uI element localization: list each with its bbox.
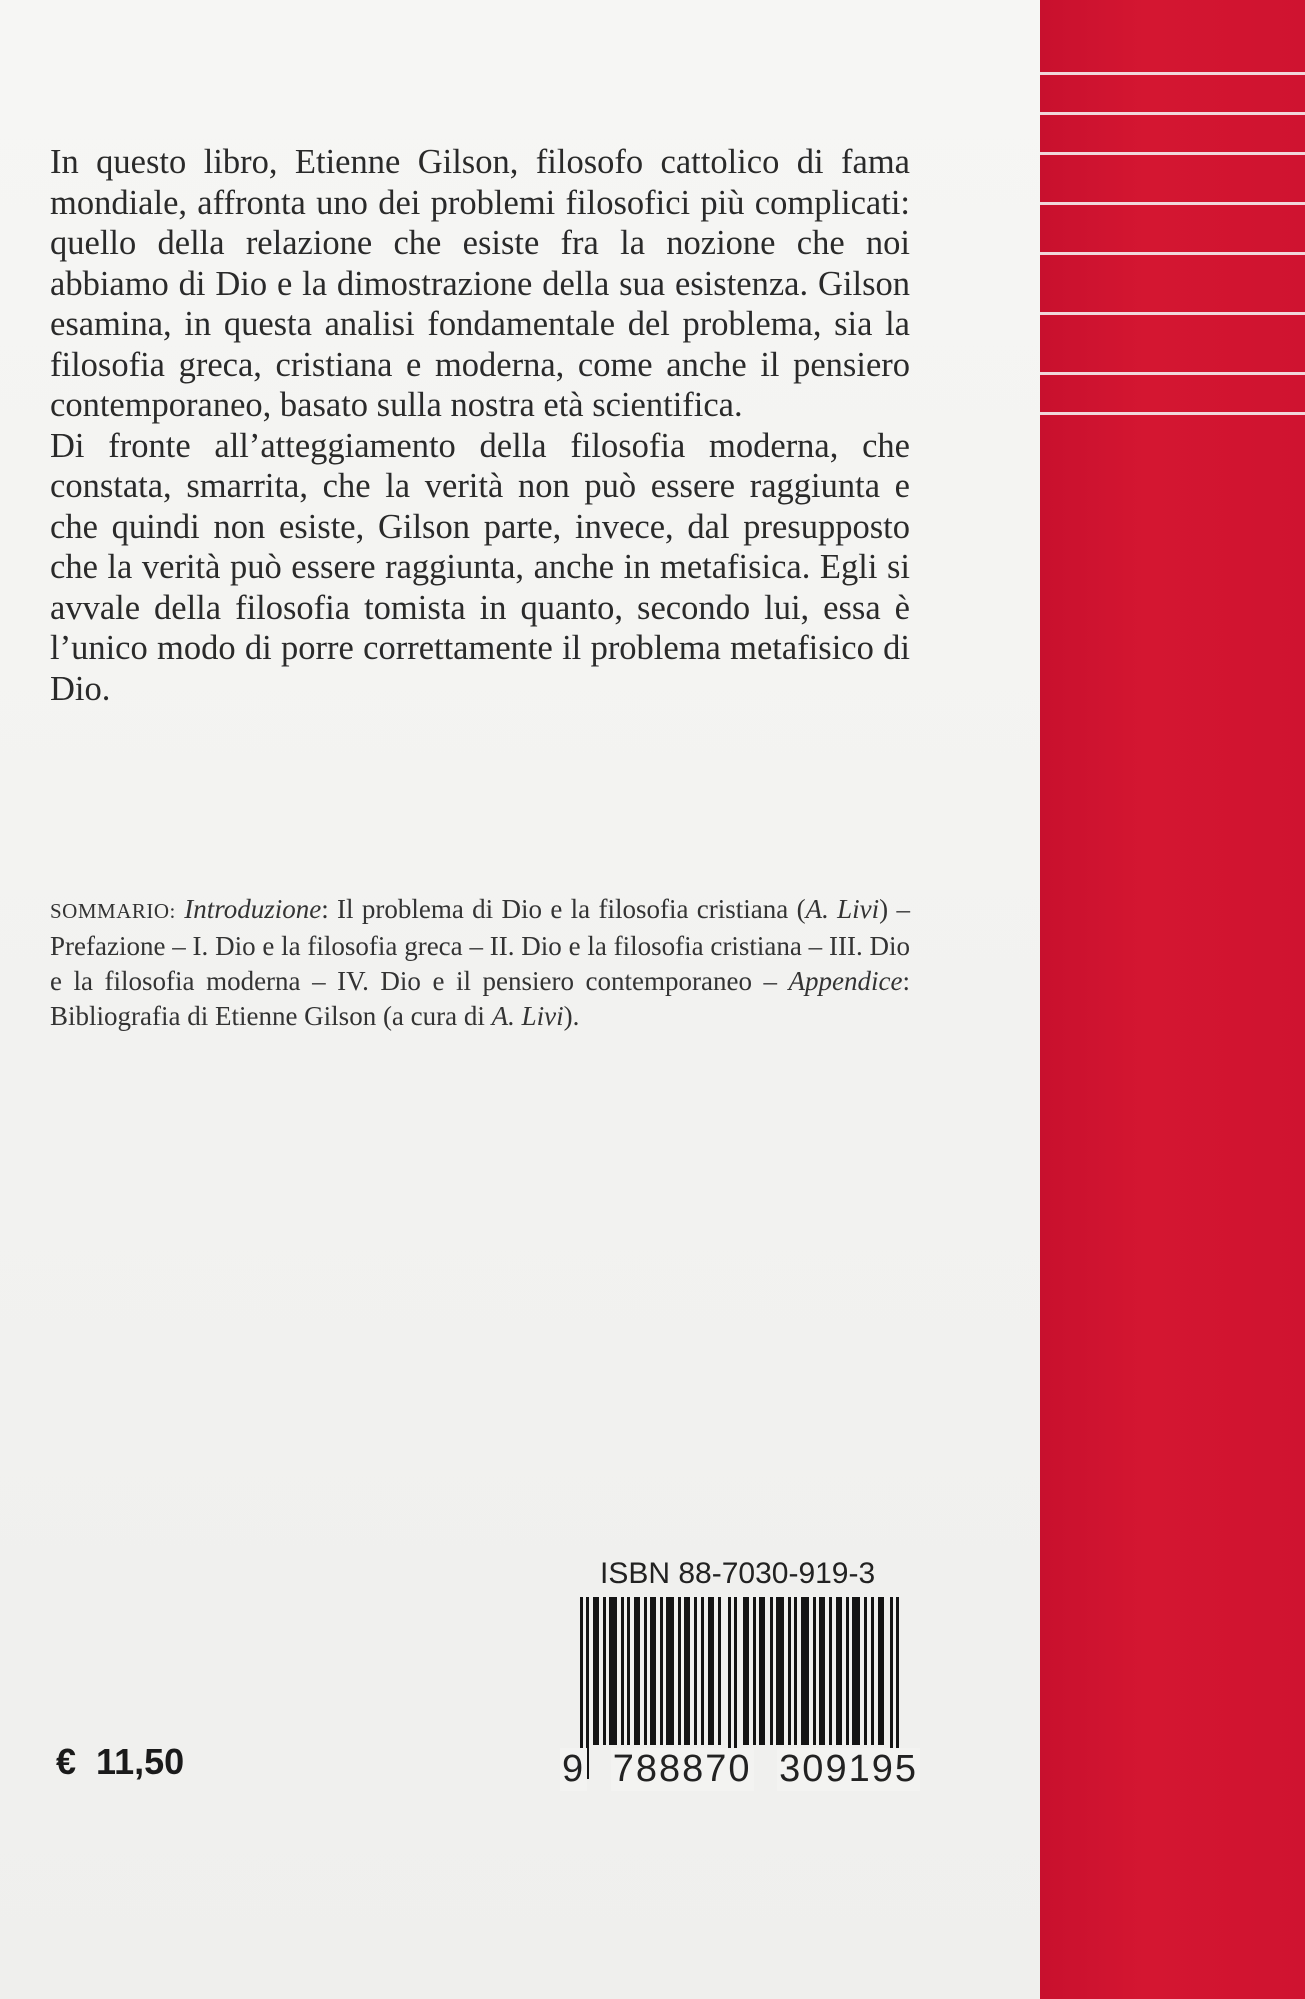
spine-stripe: [1040, 412, 1305, 415]
barcode-digit-group: 9: [562, 1748, 586, 1790]
spine-stripe: [1040, 152, 1305, 155]
summary-appendix-label: Appendice: [788, 966, 903, 996]
summary-text: ).: [563, 1001, 580, 1031]
summary-text: ) – Prefazione – I. Dio e la filosofia greca – II. Dio e la filosofia cristiana – III. Dio e la filosofia moderna – IV. Dio e il pensiero contemporaneo –: [50, 894, 910, 996]
euro-currency-symbol: €: [56, 1741, 77, 1782]
spine-stripe: [1040, 312, 1305, 315]
blurb-paragraph-1: In questo libro, Etienne Gilson, filosofo cattolico di fama mondiale, affronta uno dei problemi filosofici più complicati: quello della relazione che esiste fra la nozione che noi abbiamo di Dio e la dimostrazione della sua esistenza. Gilson esamina, in questa analisi fondamentale del problema, sia la filosofia greca, cristiana e moderna, come anche il pensiero contemporaneo, basato sulla nostra età scientifica.: [50, 143, 910, 424]
red-spine-band: [1040, 0, 1305, 1999]
blurb-text: [50, 142, 910, 709]
summary-editor: A. Livi: [491, 1001, 564, 1031]
spine-stripe: [1040, 252, 1305, 255]
price-tag: [56, 1741, 184, 1783]
summary-label: SOMMARIO:: [50, 899, 176, 923]
barcode-number: [560, 1748, 920, 1791]
barcode-digit-group: 788870: [612, 1748, 752, 1790]
summary-editor: A. Livi: [805, 894, 880, 924]
barcode-digit-group: 309195: [779, 1748, 918, 1790]
summary-intro-label: Introduzione: [184, 894, 322, 924]
price-amount: 11,50: [96, 1741, 185, 1782]
table-of-contents-summary: [50, 892, 910, 1034]
blurb-paragraph-2: Di fronte all’atteggiamento della filosofia moderna, che constata, smarrita, che la verità non può essere raggiunta e che quindi non esiste, Gilson parte, invece, dal presupposto che la verità può essere raggiunta, anche in metafisica. Egli si avvale della filosofia tomista in quanto, secondo lui, essa è l’unico modo di porre correttamente il problema metafisico di Dio.: [50, 426, 910, 708]
spine-stripe: [1040, 72, 1305, 75]
isbn-label: ISBN 88-7030-919-3: [600, 1557, 876, 1590]
spine-stripe: [1040, 112, 1305, 115]
spine-stripe: [1040, 202, 1305, 205]
summary-text: : Bibliografia di Etienne Gilson (a cura di: [50, 966, 910, 1031]
summary-text: : Il problema di Dio e la filosofia cristiana (: [321, 894, 806, 924]
spine-stripe: [1040, 372, 1305, 375]
